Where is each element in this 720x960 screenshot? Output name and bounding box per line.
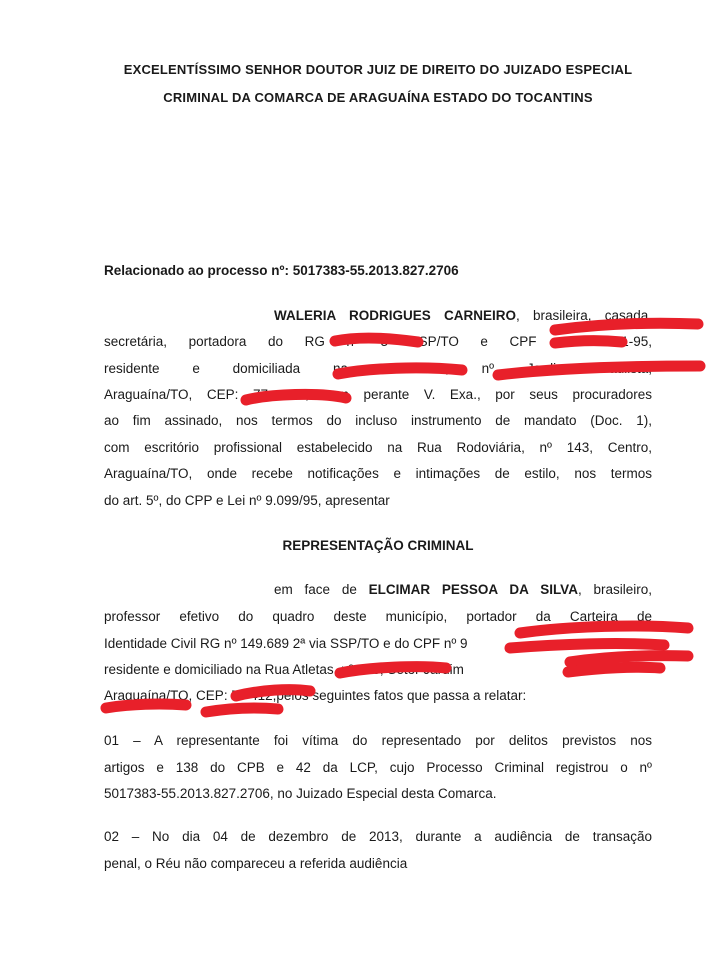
item01-line-3: 5017383-55.2013.827.2706, no Juizado Especial desta Comarca. <box>104 786 497 801</box>
redaction-cep-2c <box>206 708 278 712</box>
header-line-1: EXCELENTÍSSIMO SENHOR DOUTOR JUIZ DE DIREITO DO JUIZADO ESPECIAL <box>123 62 633 77</box>
process-reference: Relacionado ao processo nº: 5017383-55.2013.827.2706 <box>104 263 459 278</box>
section-title <box>104 538 652 554</box>
section-title-text: REPRESENTAÇÃO CRIMINAL <box>282 538 474 553</box>
redaction-cpf-2 <box>520 626 688 633</box>
p1-line-6: com escritório profissional estabelecido na Rua Rodoviária, nº 143, Centro, <box>104 440 652 455</box>
redaction-cpf-1 <box>555 323 698 330</box>
p1-line-1 <box>274 308 652 324</box>
defendant-name: ELCIMAR PESSOA DA SILVA <box>368 582 578 597</box>
p2-line-3: Identidade Civil RG nº 149.689 2ª via SSP/TO e do CPF nº 9 <box>104 636 468 651</box>
p1-line-1-rest: , brasileira, casada, <box>515 308 652 323</box>
p1-line-5: ao fim assinado, nos termos do incluso instrumento de mandato (Doc. 1), <box>104 413 652 428</box>
redaction-cep-2a <box>106 704 186 708</box>
p1-line-8: do art. 5º, do CPP e Lei nº 9.099/95, apresentar <box>104 493 390 508</box>
item02-line-1: 02 – No dia 04 de dezembro de 2013, durante a audiência de transação <box>104 829 652 844</box>
p1-line-3: residente e domiciliada na Rua s, nº Jardim Paulista, <box>104 361 652 376</box>
p2-line-1-rest: , brasileiro, <box>577 582 652 597</box>
item02-line-2: penal, o Réu não compareceu a referida audiência <box>104 856 408 871</box>
p2-line-5: Araguaína/TO, CEP: 77 412,pelos seguintes fatos que passa a relatar: <box>104 688 527 703</box>
p2-line-2: professor efetivo do quadro deste município, portador da Carteira de <box>104 609 652 624</box>
p1-line-4: Araguaína/TO, CEP: 77 270, vem perante V. Exa., por seus procuradores <box>104 387 652 402</box>
plaintiff-name: WALERIA RODRIGUES CARNEIRO <box>274 308 516 323</box>
header-line-2: CRIMINAL DA COMARCA DE ARAGUAÍNA ESTADO DO TOCANTINS <box>163 90 593 105</box>
item01-line-1: 01 – A representante foi vítima do representado por delitos previstos nos <box>104 733 652 748</box>
p1-line-2: secretária, portadora do RG nº 3 SSP/TO e CPF nº 9 1-95, <box>104 334 652 349</box>
p2-line-4: residente e domiciliado na Rua Atletas, nº 256, Setor Jardim <box>104 662 464 677</box>
p2-line-1 <box>274 582 652 598</box>
item01-line-2: artigos e 138 do CPB e 42 da LCP, cujo Processo Criminal registrou o nº <box>104 760 652 775</box>
p2-line-1-pre: em face de <box>274 582 369 597</box>
p1-line-7: Araguaína/TO, onde recebe notificações e intimações de estilo, nos termos <box>104 466 652 481</box>
